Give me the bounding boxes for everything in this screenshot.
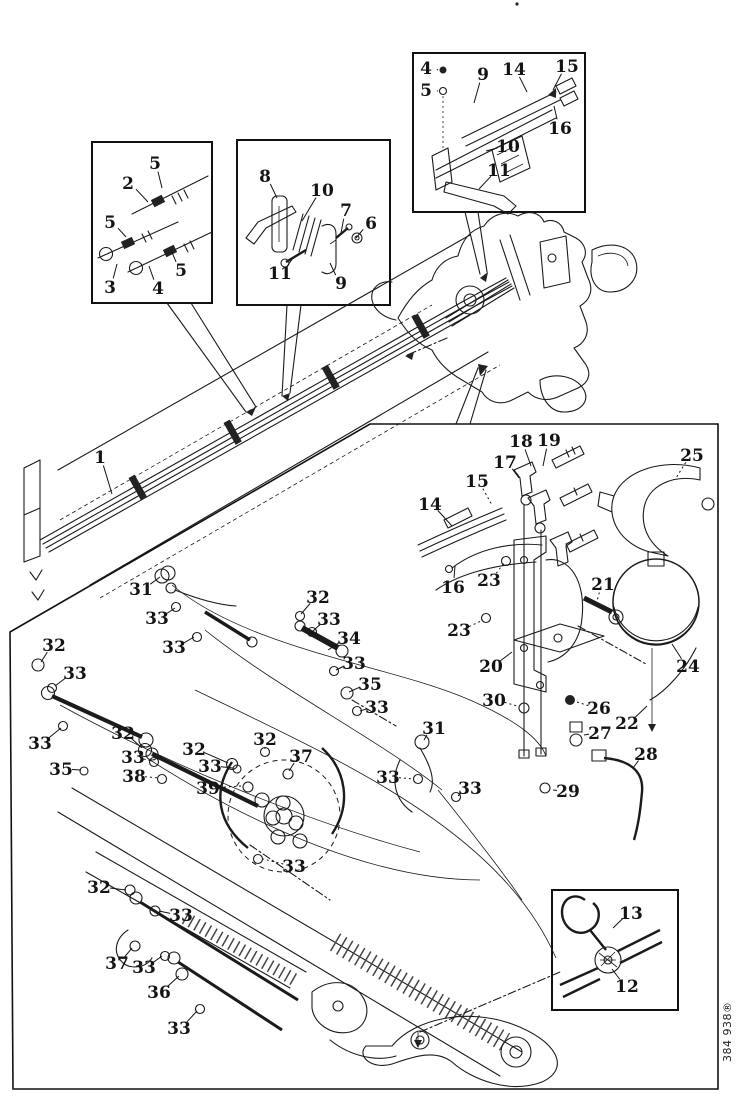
nut-washer-artwork	[482, 614, 491, 623]
steering-linkage-artwork-part	[438, 790, 522, 900]
callout-leader-5	[118, 228, 126, 237]
accumulator-and-bracket-artwork-part	[584, 598, 612, 612]
callout-label-29: 29	[556, 782, 580, 802]
front-axle-assembly-artwork-part	[540, 376, 586, 412]
callout-group-main-hose-connections	[418, 431, 704, 802]
accumulator-and-bracket-artwork-part	[592, 750, 606, 761]
drawing-number: 384 938®	[721, 1001, 734, 1062]
callout-label-28: 28	[634, 745, 658, 765]
callout-label-32: 32	[42, 636, 66, 656]
callout-label-33: 33	[317, 610, 341, 630]
callout-label-32: 32	[111, 724, 135, 744]
callout-label-3: 3	[104, 278, 116, 298]
callout-leader-33	[399, 778, 414, 779]
callout-leader-4	[437, 69, 438, 70]
accumulator-and-bracket-artwork-part	[604, 758, 642, 840]
callout-label-1: 1	[94, 448, 106, 468]
nut-washer-artwork	[296, 612, 305, 621]
inset-bracket-parts-artwork-part	[322, 224, 336, 273]
callout-label-23: 23	[477, 571, 501, 591]
callout-label-31: 31	[422, 719, 446, 739]
front-axle-assembly-artwork-part	[372, 282, 396, 320]
callout-label-33: 33	[376, 768, 400, 788]
callout-leader-33	[263, 859, 283, 864]
callout-label-19: 19	[537, 431, 561, 451]
callout-label-7: 7	[340, 201, 352, 221]
callout-label-11: 11	[268, 264, 292, 284]
callout-label-15: 15	[465, 472, 489, 492]
hose-connection-artwork-part	[524, 505, 541, 756]
callout-label-10: 10	[496, 137, 520, 157]
inset-pipe-fittings-artwork-part	[163, 245, 177, 257]
callout-label-16: 16	[441, 578, 465, 598]
hose-connection-artwork-part	[519, 748, 546, 758]
nut-washer-artwork	[255, 793, 269, 807]
callout-label-11: 11	[487, 161, 511, 181]
front-axle-assembly-artwork-part	[405, 352, 414, 360]
callout-label-33: 33	[63, 664, 87, 684]
callout-label-33: 33	[458, 779, 482, 799]
hose-connection-artwork-part	[560, 484, 592, 506]
steering-linkage-artwork-part	[168, 952, 180, 964]
nut-washer-artwork	[271, 830, 285, 844]
steering-linkage-artwork-part	[195, 690, 556, 958]
hose-connection-artwork-part	[570, 722, 582, 732]
accumulator-and-bracket-artwork-part	[648, 724, 656, 732]
accumulator-and-bracket-artwork-part	[546, 560, 583, 662]
callout-label-13: 13	[619, 904, 643, 924]
callout-label-18: 18	[509, 432, 533, 452]
nut-washer-artwork	[341, 687, 353, 699]
callout-label-34: 34	[337, 629, 361, 649]
accumulator-and-bracket-artwork-part	[554, 634, 562, 642]
callout-leader-23	[469, 620, 483, 627]
inset-axle-support-artwork-part	[548, 88, 556, 98]
hose-connection-artwork-part	[570, 734, 582, 746]
callout-leader-3	[113, 264, 117, 278]
hose-connection-artwork-part	[420, 514, 504, 551]
callout-label-6: 6	[365, 214, 377, 234]
registration-mark	[515, 2, 518, 5]
callout-label-16: 16	[548, 119, 572, 139]
frame-rail-and-pipe-bundle-artwork-part	[40, 302, 462, 540]
callout-label-32: 32	[253, 730, 277, 750]
frame-rail-and-pipe-bundle-artwork-part	[30, 570, 44, 600]
inset-leader-pointers-part	[480, 272, 488, 282]
steering-linkage-artwork-part	[175, 590, 236, 606]
steering-linkage-artwork-part	[420, 972, 560, 1032]
callout-label-33: 33	[162, 638, 186, 658]
nut-washer-artwork	[266, 811, 280, 825]
nut-washer-artwork	[243, 782, 253, 792]
frame-rail-and-pipe-bundle-artwork-part	[24, 460, 40, 562]
callout-label-32: 32	[306, 588, 330, 608]
callout-group-upper-pipe-run	[94, 448, 112, 494]
steering-linkage-artwork-part	[185, 918, 295, 980]
callout-label-33: 33	[132, 958, 156, 978]
nut-washer-artwork	[254, 855, 263, 864]
hose-connection-artwork-part	[452, 544, 542, 568]
callout-label-5: 5	[149, 154, 161, 174]
front-axle-assembly-artwork-part	[598, 253, 628, 266]
inset-leader-pointers-part	[478, 212, 487, 272]
callout-label-17: 17	[493, 453, 517, 473]
callout-leader-30	[505, 702, 517, 706]
accumulator-and-bracket-artwork-part	[702, 498, 714, 510]
nut-washer-artwork	[158, 775, 167, 784]
inset-cable-tie-artwork-part	[562, 896, 606, 950]
callout-leader-9	[474, 83, 480, 103]
inset-leader-pointers-part	[290, 305, 301, 393]
steering-linkage-artwork-part	[178, 962, 282, 1030]
callout-label-32: 32	[87, 878, 111, 898]
inset-bracket-parts-artwork-part	[346, 224, 352, 230]
inset-pipe-fittings-artwork-part	[132, 176, 208, 214]
callout-label-35: 35	[49, 760, 73, 780]
accumulator-and-bracket-artwork-part	[612, 464, 700, 556]
callout-label-24: 24	[676, 657, 700, 677]
callout-leader-19	[543, 449, 547, 466]
callout-label-37: 37	[105, 954, 129, 974]
steering-linkage-artwork	[42, 566, 561, 1086]
steering-linkage-artwork-part	[322, 748, 344, 834]
callout-label-33: 33	[121, 748, 145, 768]
steering-linkage-artwork-part	[166, 583, 176, 593]
callout-label-5: 5	[420, 81, 432, 101]
steering-linkage-artwork-part	[363, 1016, 557, 1086]
hose-connection-artwork-part	[514, 462, 536, 496]
callout-label-14: 14	[502, 60, 526, 80]
inset-leader-pointers-part	[456, 368, 478, 424]
inset-leader-pointers-part	[465, 212, 480, 274]
callout-label-4: 4	[420, 59, 432, 79]
callout-label-35: 35	[358, 675, 382, 695]
callout-label-5: 5	[104, 213, 116, 233]
callout-label-22: 22	[615, 714, 639, 734]
callout-label-39: 39	[196, 779, 220, 799]
hose-connection-artwork-part	[444, 508, 472, 528]
callout-label-27: 27	[588, 724, 612, 744]
frame-rail-and-pipe-bundle-artwork	[24, 235, 512, 600]
steering-linkage-artwork-part	[247, 637, 257, 647]
callout-group-inset-axle-support	[420, 57, 579, 189]
inset-axle-support-artwork-part	[440, 88, 447, 95]
callout-label-32: 32	[182, 740, 206, 760]
callout-label-33: 33	[365, 698, 389, 718]
callout-label-33: 33	[282, 857, 306, 877]
callout-leader-2	[136, 189, 148, 202]
inset-leader-pointers-part	[191, 303, 256, 407]
hose-connection-artwork-part	[565, 695, 575, 705]
callout-label-33: 33	[342, 654, 366, 674]
frame-rail-and-pipe-bundle-artwork-part	[58, 235, 470, 470]
inset-cable-tie-artwork-part	[599, 952, 617, 967]
callout-label-21: 21	[591, 575, 615, 595]
callout-label-38: 38	[122, 767, 146, 787]
callout-label-33: 33	[145, 609, 169, 629]
front-axle-assembly-artwork	[372, 213, 637, 412]
inset-leader-pointers-part	[167, 303, 246, 412]
inset-bracket-parts-artwork-part	[352, 233, 362, 243]
callout-label-8: 8	[259, 167, 271, 187]
callout-label-12: 12	[615, 977, 639, 997]
steering-linkage-artwork-part	[220, 762, 248, 848]
callout-leader-16	[454, 566, 455, 578]
hose-connection-artwork-part	[528, 490, 550, 524]
hose-connection-artwork-part	[540, 783, 550, 793]
frames	[10, 53, 718, 1089]
inset-cable-tie-artwork	[560, 896, 662, 997]
callout-label-9: 9	[335, 274, 347, 294]
callout-label-23: 23	[447, 621, 471, 641]
frame-rail-and-pipe-bundle-artwork-part	[46, 310, 468, 548]
inset-axle-support-artwork-part	[444, 182, 516, 214]
accumulator-and-bracket-artwork-part	[537, 682, 544, 689]
nut-washer-artwork	[150, 758, 159, 767]
nut-washer-artwork	[196, 1005, 205, 1014]
steering-linkage-artwork-part	[333, 1001, 343, 1011]
callout-leader-35	[72, 769, 81, 770]
callout-leader-5	[158, 172, 162, 188]
callout-label-25: 25	[680, 446, 704, 466]
nut-washer-artwork	[289, 816, 303, 830]
callout-label-5: 5	[175, 261, 187, 281]
nut-washer-artwork	[172, 603, 181, 612]
nut-washer-artwork	[330, 667, 339, 676]
hose-connection-artwork-part	[422, 520, 506, 557]
inset-axle-support-artwork-part	[432, 148, 452, 190]
inset-bracket-parts-artwork-part	[330, 240, 336, 244]
nut-washer-artwork	[130, 941, 140, 951]
hose-connection-artwork-part	[566, 530, 598, 552]
callout-label-37: 37	[289, 747, 313, 767]
accumulator-and-bracket-artwork-part	[614, 607, 698, 644]
frame-rail-and-pipe-bundle-artwork-part	[322, 365, 340, 390]
callout-leader-33	[221, 767, 233, 768]
inset-axle-support-artwork-part	[556, 78, 578, 106]
callout-label-30: 30	[482, 691, 506, 711]
steering-linkage-artwork-part	[312, 983, 367, 1033]
callout-label-4: 4	[152, 279, 164, 299]
callout-label-36: 36	[147, 983, 171, 1003]
inset-axle-support-artwork-part	[440, 67, 447, 74]
callout-leader-1	[103, 466, 112, 494]
callout-label-14: 14	[418, 495, 442, 515]
callout-group-inset-pipe-fittings	[104, 154, 187, 299]
callout-label-33: 33	[198, 757, 222, 777]
inset-pipe-fittings-artwork-part	[172, 190, 188, 204]
steering-linkage-artwork-part	[205, 630, 442, 790]
callout-label-20: 20	[479, 657, 503, 677]
inset-pipe-fittings-artwork-part	[151, 195, 165, 208]
nut-washer-artwork	[501, 1037, 531, 1067]
inset-bracket-parts-artwork-part	[286, 250, 306, 262]
inset-bracket-parts-artwork-part	[246, 206, 296, 244]
callout-label-15: 15	[555, 57, 579, 77]
main-enclosure-outline	[10, 424, 718, 1089]
nut-washer-artwork	[283, 769, 293, 779]
nut-washer-artwork	[176, 968, 188, 980]
callout-label-33: 33	[167, 1019, 191, 1039]
callout-leader-38	[145, 777, 159, 778]
callout-label-33: 33	[169, 906, 193, 926]
hose-connection-artwork-part	[535, 523, 545, 533]
frame-rail-and-pipe-bundle-artwork-part	[100, 365, 500, 598]
part-callouts	[28, 57, 704, 1039]
nut-washer-artwork	[80, 767, 88, 775]
callout-label-9: 9	[477, 65, 489, 85]
front-axle-assembly-artwork-part	[591, 245, 637, 292]
inset-cable-tie-artwork-part	[560, 930, 662, 997]
callout-leader-4	[149, 266, 154, 280]
nut-washer-artwork	[414, 775, 423, 784]
callout-label-31: 31	[129, 580, 153, 600]
steering-linkage-artwork-part	[58, 788, 522, 1076]
inset-leader-pointers-part	[246, 407, 256, 416]
hose-connection-artwork	[418, 446, 696, 793]
front-axle-assembly-artwork-part	[540, 236, 570, 288]
callout-leader-8	[270, 184, 277, 198]
hose-connection-artwork-part	[446, 566, 453, 573]
nut-washer-artwork	[125, 885, 135, 895]
front-axle-assembly-artwork-part	[548, 254, 556, 262]
inset-leader-pointers	[167, 212, 488, 424]
callout-label-2: 2	[122, 174, 134, 194]
callout-label-10: 10	[310, 181, 334, 201]
callout-label-33: 33	[28, 734, 52, 754]
frame-rail-and-pipe-bundle-artwork-part	[90, 352, 488, 585]
callout-label-26: 26	[587, 699, 611, 719]
accumulator-and-bracket-artwork-part	[578, 626, 646, 664]
callout-leader-16	[554, 106, 557, 119]
inset-leader-pointers-part	[282, 305, 287, 396]
nut-washer-artwork	[510, 1046, 522, 1058]
frame-rail-and-pipe-bundle-artwork-part	[49, 314, 471, 552]
inset-bracket-parts-artwork-part	[293, 214, 321, 256]
